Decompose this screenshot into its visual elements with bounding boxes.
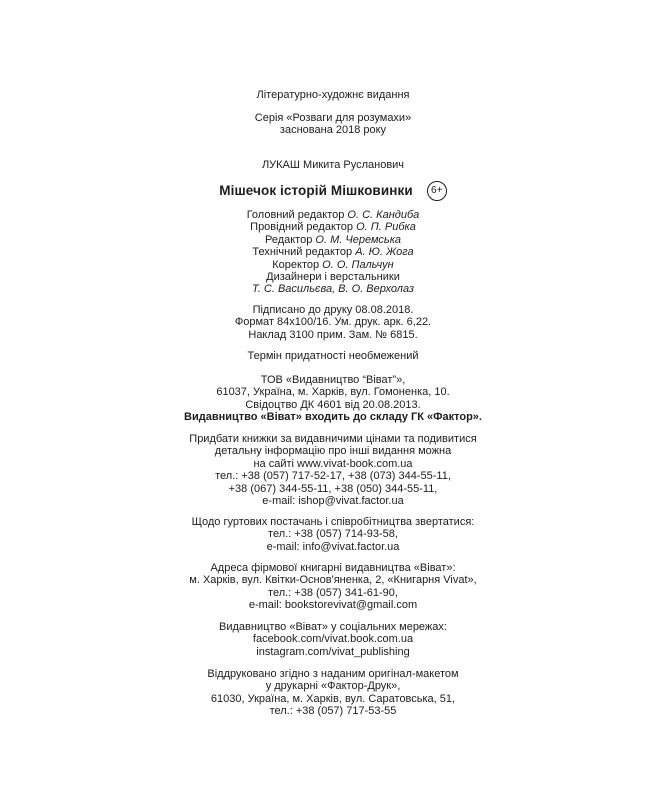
designers-label: Дизайнери і верстальники xyxy=(266,271,400,284)
printing-line: Віддруковано згідно з наданим оригінал-макетом xyxy=(207,668,459,680)
credit-line: Технічний редактор А. Ю. Жога xyxy=(252,246,414,259)
buy-email: e-mail: ishop@vivat.factor.ua xyxy=(262,495,404,508)
founded-text: заснована 2018 року xyxy=(279,124,387,137)
credit-line: Коректор О. О. Пальчун xyxy=(272,258,394,271)
print-run: Наклад 3100 прим. Зам. № 6815. xyxy=(248,328,418,341)
printing-phone: тел.: +38 (057) 717-53-55 xyxy=(269,705,397,718)
store-phone: тел.: +38 (057) 341-61-90, xyxy=(268,586,398,599)
buy-block xyxy=(100,433,566,507)
wholesale-email: e-mail: info@vivat.factor.ua xyxy=(266,540,400,553)
publisher-line: 61037, Україна, м. Харків, вул. Гомоненка, 10. xyxy=(216,386,450,399)
buy-line: детальну інформацію про інші видання можна xyxy=(214,445,452,458)
print-info-block xyxy=(100,304,566,341)
buy-phones: тел.: +38 (057) 717-52-17, +38 (073) 344-55-11, xyxy=(215,470,451,483)
social-facebook: facebook.com/vivat.book.com.ua xyxy=(252,633,414,646)
credit-line: Провідний редактор О. П. Рибка xyxy=(250,221,416,234)
publisher-block xyxy=(100,374,566,424)
header-block xyxy=(100,89,566,101)
series-text: Серія «Розваги для розумахи» xyxy=(254,112,412,124)
store-line: Адреса фірмової книгарні видавництва «Віват»: xyxy=(210,562,456,574)
author-block xyxy=(100,159,566,171)
credit-line: Головний редактор О. С. Кандиба xyxy=(246,209,420,221)
title-block xyxy=(100,181,566,201)
printing-address: 61030, Україна, м. Харків, вул. Саратовська, 51, xyxy=(210,692,456,705)
shelf-life-block xyxy=(100,350,566,362)
author-name: ЛУКАШ Микита Русланович xyxy=(261,159,405,171)
wholesale-phone: тел.: +38 (057) 714-93-58, xyxy=(268,528,398,541)
social-block xyxy=(100,621,566,658)
social-line: Видавництво «Віват» у соціальних мережах: xyxy=(219,621,447,633)
publisher-line: ТОВ «Видавництво “Віват”», xyxy=(260,374,406,386)
book-title: Мішечок історій Мішковинки xyxy=(219,183,413,198)
store-block xyxy=(100,562,566,612)
printing-line: у друкарні «Фактор-Друк», xyxy=(265,680,401,693)
shelf-life-text: Термін придатності необмежений xyxy=(247,350,419,362)
social-instagram: instagram.com/vivat_publishing xyxy=(256,645,410,658)
buy-line: Придбати книжки за видавничими цінами та подивитися xyxy=(189,433,477,445)
wholesale-block xyxy=(100,516,566,553)
wholesale-line: Щодо гуртових постачань і співробітництва звертатися: xyxy=(191,516,475,528)
printing-block xyxy=(100,668,566,718)
publisher-line: Свідоцтво ДК 4601 від 20.08.2013. xyxy=(245,398,421,411)
genre-text: Літературно-художнє видання xyxy=(256,89,410,101)
series-block xyxy=(100,112,566,137)
format-info: Формат 84х100/16. Ум. друк. арк. 6,22. xyxy=(234,316,432,329)
store-address: м. Харків, вул. Квітки-Основ'яненка, 2, «Книгарня Vivat», xyxy=(189,574,477,587)
publisher-group-line: Видавництво «Віват» входить до складу ГК «Фактор». xyxy=(184,411,482,424)
signed-date: Підписано до друку 08.08.2018. xyxy=(252,304,414,316)
designers-names: Т. С. Васильєва, В. О. Верхолаз xyxy=(252,283,414,296)
age-rating-badge: 6+ xyxy=(427,181,447,201)
credits-block xyxy=(100,209,566,296)
store-email: e-mail: bookstorevivat@gmail.com xyxy=(248,599,418,612)
buy-phones: +38 (067) 344-55-11, +38 (050) 344-55-11, xyxy=(228,482,438,495)
buy-website: на сайті www.vivat-book.com.ua xyxy=(253,457,413,470)
credit-line: Редактор О. М. Черемська xyxy=(264,233,401,246)
